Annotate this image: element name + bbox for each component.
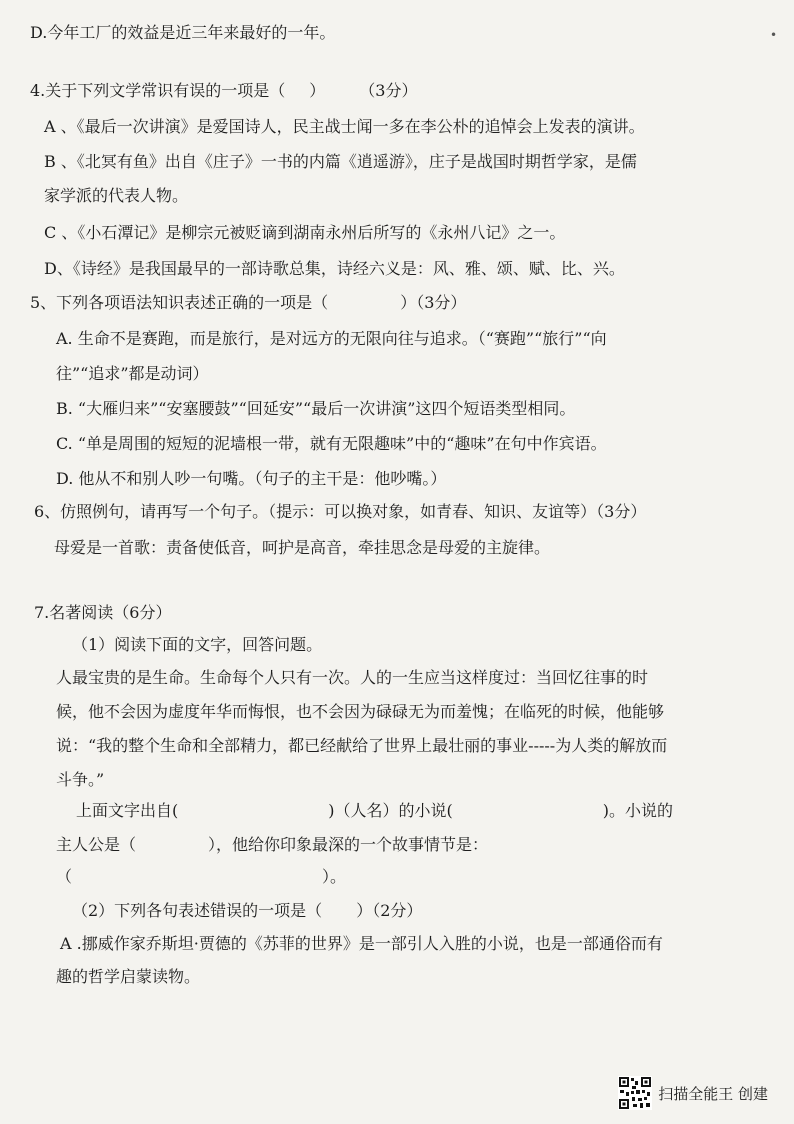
scanner-watermark (618, 1076, 768, 1110)
q5-option-a-line1: A. 生命不是赛跑，而是旅行，是对远方的无限向往与追求。（“赛跑”“旅行”“向 (56, 329, 607, 348)
q4-stem-close: ） (309, 81, 326, 100)
q4-option-d: D、《诗经》是我国最早的一部诗歌总集，诗经六义是：风、雅、颂、赋、比、兴。 (44, 259, 625, 278)
q7-sub2-option-a-line2: 趣的哲学启蒙读物。 (56, 967, 201, 986)
q7-fill-3a: （ (56, 867, 73, 886)
q7-fill-line2 (56, 834, 488, 856)
q5-option-c: C. “单是周围的短短的泥墙根一带，就有无限趣味”中的“趣味”在句中作宾语。 (56, 434, 607, 453)
q7-fill-1c: )。小说的 (602, 801, 673, 820)
q5-stem-close: ）（3分） (400, 293, 467, 312)
q4-points: （3分） (359, 81, 418, 100)
q7-sub2-stem (72, 900, 422, 922)
q7-sub2-option-a-line1: A .挪威作家乔斯坦·贾德的《苏菲的世界》是一部引人入胜的小说，也是一部通俗而有 (60, 934, 663, 953)
q7-fill-2b: ），他给你印象最深的一个故事情节是： (208, 835, 489, 854)
q7-sub2-close: ）（2分） (356, 901, 423, 920)
q5-option-a-line2: 往”“追求”都是动词） (56, 364, 209, 383)
q6-example: 母爱是一首歌：责备使低音，呵护是高音，牵挂思念是母爱的主旋律。 (54, 538, 551, 557)
q4-option-b-line1: B 、《北冥有鱼》出自《庄子》一书的内篇《逍遥游》，庄子是战国时期哲学家，是儒 (44, 152, 637, 171)
q7-fill-3b: ）。 (322, 867, 347, 886)
q7-passage-line3: 说：“我的整个生命和全部精力，都已经献给了世界上最壮丽的事业-----为人类的解放而 (56, 736, 668, 755)
scanner-label: 扫描全能王 创建 (658, 1084, 768, 1103)
q7-passage-line1: 人最宝贵的是生命。生命每个人只有一次。人的一生应当这样度过：当回忆往事的时 (56, 668, 649, 687)
q3-option-d: D.今年工厂的效益是近三年来最好的一年。 (30, 23, 336, 42)
q5-option-b: B. “大雁归来”“安塞腰鼓”“回延安”“最后一次讲演”这四个短语类型相同。 (56, 399, 576, 418)
q7-sub2-stem-text: （2）下列各句表述错误的一项是（ (72, 901, 323, 920)
q4-option-b-line2: 家学派的代表人物。 (44, 186, 189, 205)
q7-sub1-heading: （1）阅读下面的文字，回答问题。 (72, 635, 323, 654)
q7-fill-2a: 主人公是（ (56, 835, 137, 854)
q7-passage-line2: 候，他不会因为虚度年华而悔恨，也不会因为碌碌无为而羞愧；在临死的时候，他能够 (56, 702, 665, 721)
q4-option-c: C 、《小石潭记》是柳宗元被贬谪到湖南永州后所写的《永州八记》之一。 (44, 223, 566, 242)
scan-speck: • (770, 28, 778, 42)
q7-fill-1b: )（人名）的小说( (328, 801, 453, 820)
q7-fill-1a: 上面文字出自( (76, 801, 179, 820)
q7-fill-line3 (56, 866, 346, 888)
q4-stem-text: 4.关于下列文学常识有误的一项是（ (30, 81, 286, 100)
q4-option-a: A 、《最后一次讲演》是爱国诗人，民主战士闻一多在李公朴的追悼会上发表的演讲。 (44, 117, 645, 136)
q6-stem: 6、仿照例句，请再写一个句子。（提示：可以换对象，如青春、知识、友谊等）（3分） (34, 502, 647, 521)
q7-fill-line1 (76, 800, 673, 822)
q4-stem (30, 80, 417, 102)
q5-stem (30, 292, 466, 314)
q7-passage-line4: 斗争。” (56, 770, 105, 789)
qr-code-icon (618, 1076, 652, 1110)
q7-title: 7.名著阅读（6分） (34, 603, 172, 622)
q5-stem-text: 5、下列各项语法知识表述正确的一项是（ (30, 293, 329, 312)
q5-option-d: D. 他从不和别人吵一句嘴。（句子的主干是：他吵嘴。） (56, 469, 447, 488)
